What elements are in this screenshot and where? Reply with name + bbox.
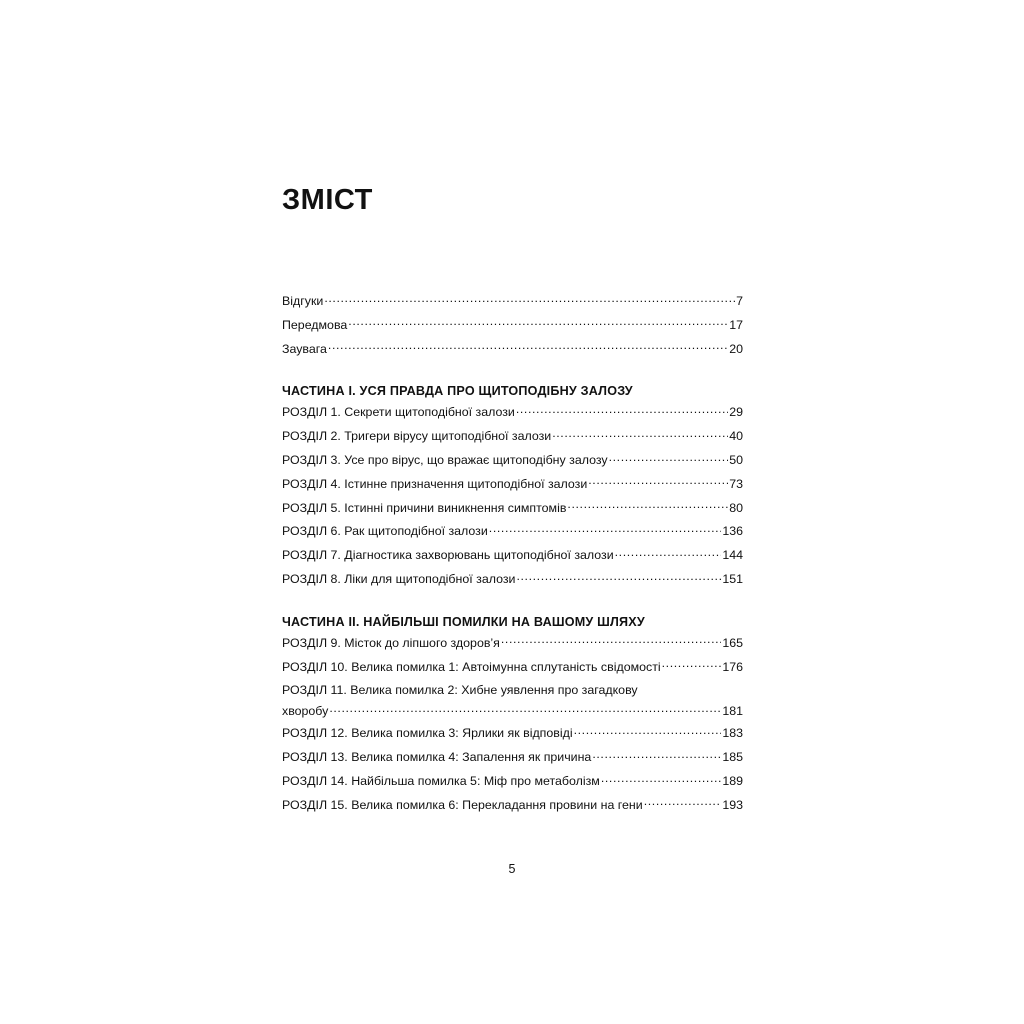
dot-leader bbox=[592, 749, 721, 761]
toc-entry-page: 29 bbox=[729, 405, 743, 420]
toc-entry-label: Заувага bbox=[282, 341, 327, 356]
dot-leader bbox=[615, 547, 722, 559]
dot-leader bbox=[501, 634, 721, 646]
dot-leader bbox=[567, 499, 728, 511]
toc-entry-label: РОЗДІЛ 6. Рак щитоподібної залози bbox=[282, 524, 488, 539]
toc-entry-chapter-3[interactable] bbox=[282, 449, 743, 473]
toc-entry-label: РОЗДІЛ 8. Ліки для щитоподібної залози bbox=[282, 571, 516, 586]
toc-entry-chapter-10[interactable] bbox=[282, 656, 743, 680]
toc-entry-chapter-13[interactable] bbox=[282, 746, 743, 770]
toc-entry-page: 144 bbox=[722, 548, 743, 563]
toc-entry-page: 189 bbox=[722, 773, 743, 788]
toc-entry-chapter-2[interactable] bbox=[282, 425, 743, 449]
toc-entry-page: 40 bbox=[729, 429, 743, 444]
toc-entry-note[interactable] bbox=[282, 338, 743, 362]
toc-entry-label: РОЗДІЛ 9. Місток до ліпшого здоров’я bbox=[282, 635, 500, 650]
toc-entry-label: РОЗДІЛ 10. Велика помилка 1: Автоімунна сплутаність свідомості bbox=[282, 659, 661, 674]
dot-leader bbox=[329, 703, 721, 715]
toc-entry-chapter-9[interactable] bbox=[282, 632, 743, 656]
dot-leader bbox=[552, 428, 728, 440]
toc-entry-label: Відгуки bbox=[282, 294, 324, 308]
toc-entry-page: 151 bbox=[722, 571, 743, 586]
toc-entry-reviews[interactable] bbox=[282, 290, 743, 314]
toc-entry-page: 193 bbox=[722, 797, 743, 812]
dot-leader bbox=[489, 523, 722, 535]
toc-entry-chapter-4[interactable] bbox=[282, 473, 743, 497]
toc-entry-label: РОЗДІЛ 15. Велика помилка 6: Перекладання провини на гени bbox=[282, 797, 643, 812]
dot-leader bbox=[662, 658, 722, 670]
toc-entry-page: 176 bbox=[722, 659, 743, 674]
toc-entry-label-line: РОЗДІЛ 11. Велика помилка 2: Хибне уявлення про загадкову bbox=[282, 683, 638, 698]
toc-entry-label: РОЗДІЛ 1. Секрети щитоподібної залози bbox=[282, 405, 515, 420]
toc-entry-page: 183 bbox=[722, 726, 743, 741]
toc-entry-chapter-6[interactable] bbox=[282, 520, 743, 544]
toc-entry-label: РОЗДІЛ 5. Істинні причини виникнення симптомів bbox=[282, 500, 567, 515]
dot-leader bbox=[348, 316, 728, 328]
page-number: 5 bbox=[508, 862, 516, 876]
toc-entry-preface[interactable] bbox=[282, 314, 743, 338]
toc-entry-label: РОЗДІЛ 2. Тригери вірусу щитоподібної залози bbox=[282, 429, 552, 444]
part-heading[interactable]: ЧАСТИНА I. УСЯ ПРАВДА ПРО ЩИТОПОДІБНУ ЗАЛОЗУ bbox=[282, 384, 633, 399]
dot-leader bbox=[644, 796, 722, 808]
dot-leader bbox=[328, 340, 728, 352]
toc-entry-page: 185 bbox=[722, 750, 743, 765]
toc-entry-label: хворобу bbox=[282, 704, 329, 719]
toc-entry-chapter-1[interactable] bbox=[282, 401, 743, 425]
toc-entry-chapter-8[interactable] bbox=[282, 568, 743, 592]
toc-entry-label: РОЗДІЛ 4. Істинне призначення щитоподібної залози bbox=[282, 476, 588, 491]
toc-entry-page: 7 bbox=[736, 294, 743, 308]
toc-entry-label: РОЗДІЛ 12. Велика помилка 3: Ярлики як відповіді bbox=[282, 726, 573, 741]
dot-leader bbox=[324, 293, 735, 305]
toc-entry-chapter-15[interactable] bbox=[282, 794, 743, 818]
dot-leader bbox=[588, 475, 728, 487]
toc-entry-label: РОЗДІЛ 14. Найбільша помилка 5: Міф про метаболізм bbox=[282, 773, 600, 788]
part-2 bbox=[282, 612, 743, 818]
toc-entry-page: 50 bbox=[729, 452, 743, 467]
page-title: ЗМІСТ bbox=[282, 184, 373, 216]
part-1 bbox=[282, 381, 743, 591]
front-matter bbox=[282, 290, 743, 361]
dot-leader bbox=[609, 452, 729, 464]
toc-entry-page: 165 bbox=[722, 635, 743, 650]
toc-entry-chapter-11[interactable] bbox=[282, 680, 743, 722]
dot-leader bbox=[516, 404, 728, 416]
dot-leader bbox=[574, 725, 722, 737]
toc-entry-page: 17 bbox=[729, 317, 743, 332]
toc-entry-page: 73 bbox=[729, 476, 743, 491]
toc-entry-chapter-14[interactable] bbox=[282, 770, 743, 794]
toc-entry-label: РОЗДІЛ 3. Усе про вірус, що вражає щитоподібну залозу bbox=[282, 452, 608, 467]
toc-entry-page: 20 bbox=[729, 341, 743, 356]
toc-entry-chapter-7[interactable] bbox=[282, 544, 743, 568]
toc-entry-label: РОЗДІЛ 13. Велика помилка 4: Запалення як причина bbox=[282, 750, 592, 765]
toc-entry-label: РОЗДІЛ 7. Діагностика захворювань щитоподібної залози bbox=[282, 548, 614, 563]
part-heading[interactable]: ЧАСТИНА II. НАЙБІЛЬШІ ПОМИЛКИ НА ВАШОМУ ШЛЯХУ bbox=[282, 614, 645, 629]
dot-leader bbox=[516, 571, 721, 583]
toc-entry-label: Передмова bbox=[282, 317, 348, 332]
table-of-contents bbox=[282, 290, 743, 818]
toc-entry-continuation bbox=[282, 700, 743, 722]
toc-entry-page: 181 bbox=[722, 704, 743, 719]
toc-entry-chapter-12[interactable] bbox=[282, 722, 743, 746]
dot-leader bbox=[601, 773, 722, 785]
toc-entry-chapter-5[interactable] bbox=[282, 497, 743, 521]
toc-entry-page: 136 bbox=[722, 524, 743, 539]
toc-entry-page: 80 bbox=[729, 500, 743, 515]
